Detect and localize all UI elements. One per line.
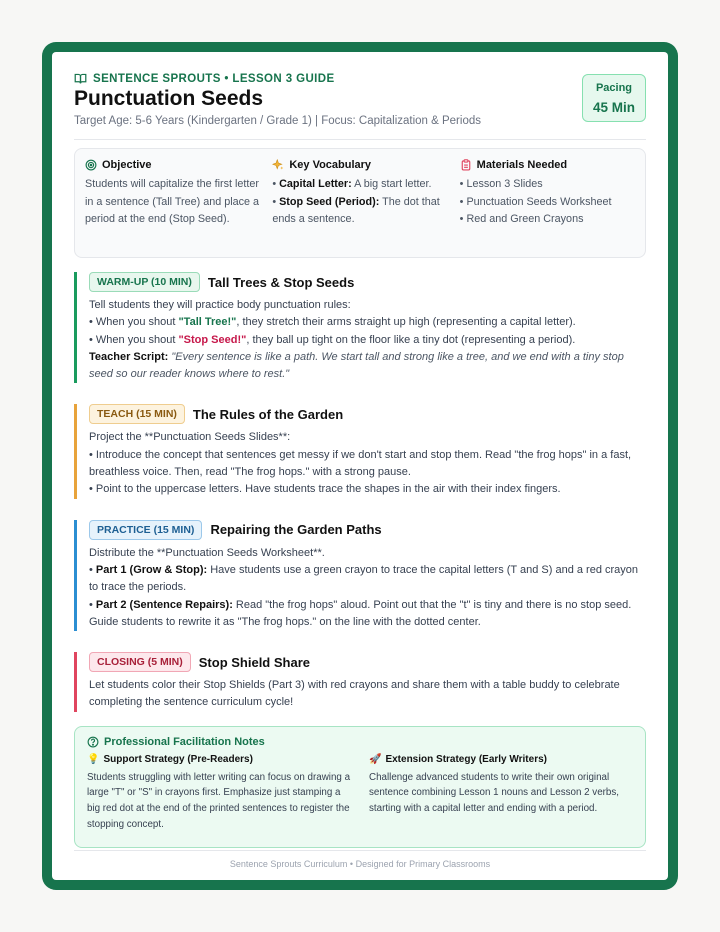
header-divider	[74, 139, 646, 140]
teach-section	[74, 404, 646, 498]
objective-column	[85, 159, 260, 245]
vocabulary-heading-text: Key Vocabulary	[289, 159, 372, 171]
book-icon	[74, 72, 87, 85]
notes-columns	[87, 754, 633, 832]
notes-heading	[87, 736, 633, 748]
extension-text: Challenge advanced students to write their own original sentence combining Lesson 1 nouns and Lesson 2 verbs, starting with a capital letter and ending with a period.	[369, 771, 619, 814]
practice-part-label: Part 2 (Sentence Repairs):	[95, 598, 233, 611]
materials-heading	[460, 159, 635, 171]
teach-title: The Rules of the Garden	[192, 406, 344, 422]
vocab-definition: The dot that ends a sentence.	[272, 195, 440, 225]
vocabulary-heading	[272, 159, 447, 171]
vocab-term: Capital Letter:	[279, 178, 352, 190]
teacher-script-text: "Every sentence is like a path. We start tall and strong like a tree, and we end with a tiny stop seed so our reader knows where to rest."	[89, 350, 624, 381]
stop-seed-callout: "Stop Seed!"	[178, 333, 247, 346]
pacing-value: 45 Min	[592, 100, 635, 115]
closing-title: Stop Shield Share	[198, 654, 310, 670]
vocab-definition: A big start letter.	[351, 178, 432, 190]
material-item: • Lesson 3 Slides	[459, 178, 543, 190]
tall-tree-callout: "Tall Tree!"	[178, 316, 237, 329]
vocabulary-item: • Capital Letter: A big start letter.	[272, 178, 432, 190]
clipboard-icon	[460, 159, 472, 171]
eyebrow-text: SENTENCE SPROUTS • LESSON 3 GUIDE	[93, 72, 335, 85]
support-strategy	[87, 754, 351, 832]
closing-text: Let students color their Stop Shields (Part 3) with red crayons and share them with a table buddy to celebrate completing the sentence curriculum cycle!	[89, 679, 620, 709]
materials-heading-text: Materials Needed	[476, 159, 568, 171]
warmup-section	[74, 272, 646, 383]
support-text: Students struggling with letter writing can focus on drawing a large "T" or "S" in crayons first. Emphasize just stamping a big red dot at the end of the printed sentences to register the stopping concept.	[87, 771, 351, 830]
closing-header	[89, 652, 646, 672]
practice-body	[89, 545, 646, 631]
page-footer: Sentence Sprouts Curriculum • Designed for Primary Classrooms	[74, 850, 646, 869]
practice-section	[74, 520, 646, 631]
objective-heading	[85, 159, 260, 171]
teacher-script-label: Teacher Script:	[89, 350, 169, 363]
material-item-text: Red and Green Crayons	[466, 213, 584, 225]
materials-column	[460, 159, 635, 245]
practice-part-label: Part 1 (Grow & Stop):	[95, 563, 208, 576]
support-heading: 💡 Support Strategy (Pre-Readers)	[87, 753, 253, 765]
teach-body	[89, 429, 646, 498]
extension-strategy	[369, 754, 633, 832]
warmup-badge: WARM-UP (10 MIN)	[89, 272, 200, 292]
closing-badge: CLOSING (5 MIN)	[89, 652, 191, 672]
guide-eyebrow	[74, 72, 646, 85]
teach-badge: TEACH (15 MIN)	[89, 404, 185, 424]
material-item: • Punctuation Seeds Worksheet	[459, 195, 612, 208]
practice-intro: Distribute the **Punctuation Seeds Worksheet**.	[89, 546, 325, 559]
rocket-icon: 🚀	[369, 753, 382, 765]
vocabulary-column	[272, 159, 447, 245]
practice-badge: PRACTICE (15 MIN)	[89, 520, 202, 540]
vocab-term: Stop Seed (Period):	[279, 195, 380, 208]
practice-title: Repairing the Garden Paths	[210, 522, 382, 538]
practice-header	[89, 520, 646, 540]
vocabulary-list	[272, 176, 447, 229]
materials-list	[460, 176, 635, 229]
page-title: Punctuation Seeds	[74, 87, 264, 110]
teach-header	[89, 404, 646, 424]
overview-box	[74, 148, 646, 258]
page-subtitle: Target Age: 5-6 Years (Kindergarten / Grade 1) | Focus: Capitalization & Periods	[74, 115, 481, 127]
help-circle-icon	[87, 736, 99, 748]
warmup-body	[89, 297, 646, 383]
objective-heading-text: Objective	[102, 159, 152, 171]
warmup-header	[89, 272, 646, 292]
warmup-bullet: • When you shout "Stop Seed!", they ball up tight on the floor like a tiny dot (representing a period).	[89, 333, 576, 346]
lightbulb-icon: 💡	[87, 753, 100, 765]
vocabulary-item: • Stop Seed (Period): The dot that ends a sentence.	[272, 195, 440, 225]
material-item-text: Punctuation Seeds Worksheet	[466, 195, 612, 208]
sparkle-icon	[272, 159, 284, 171]
notes-heading-text: Professional Facilitation Notes	[104, 735, 265, 748]
teach-bullet: • Point to the uppercase letters. Have students trace the shapes in the air with their index fingers.	[89, 483, 561, 496]
teacher-script	[89, 349, 646, 384]
pacing-label: Pacing	[595, 82, 633, 94]
teach-intro: Project the **Punctuation Seeds Slides**:	[89, 431, 291, 444]
lesson-guide-page	[52, 52, 668, 880]
extension-heading: 🚀 Extension Strategy (Early Writers)	[369, 753, 547, 765]
warmup-title: Tall Trees & Stop Seeds	[207, 274, 355, 290]
warmup-bullet: • When you shout "Tall Tree!", they stretch their arms straight up high (representing a capital letter).	[89, 316, 576, 329]
facilitation-notes	[74, 726, 646, 848]
pacing-badge	[582, 74, 646, 122]
material-item: • Red and Green Crayons	[459, 213, 584, 225]
closing-section	[74, 652, 646, 712]
practice-bullet: • Part 1 (Grow & Stop): Have students use a green crayon to trace the capital letters (T and S) and a red crayon to trace the periods.	[89, 563, 639, 594]
objective-text: Students will capitalize the first letter in a sentence (Tall Tree) and place a period at the end (Stop Seed).	[85, 178, 260, 225]
warmup-intro: Tell students they will practice body punctuation rules:	[89, 299, 351, 311]
practice-bullet: • Part 2 (Sentence Repairs): Read "the frog hops" aloud. Point out that the "t" is tiny and there is no stop seed. Guide students to rewrite it as "The frog hops." on the line with the dotted center.	[89, 598, 632, 628]
page-frame	[42, 42, 678, 890]
teach-bullet: • Introduce the concept that sentences get messy if we don't start and stop them. Read "the frog hops" in a fast, breathless voice. Then, read "The frog hops." with a strong pause.	[89, 448, 632, 479]
material-item-text: Lesson 3 Slides	[466, 178, 543, 190]
target-icon	[85, 159, 97, 171]
